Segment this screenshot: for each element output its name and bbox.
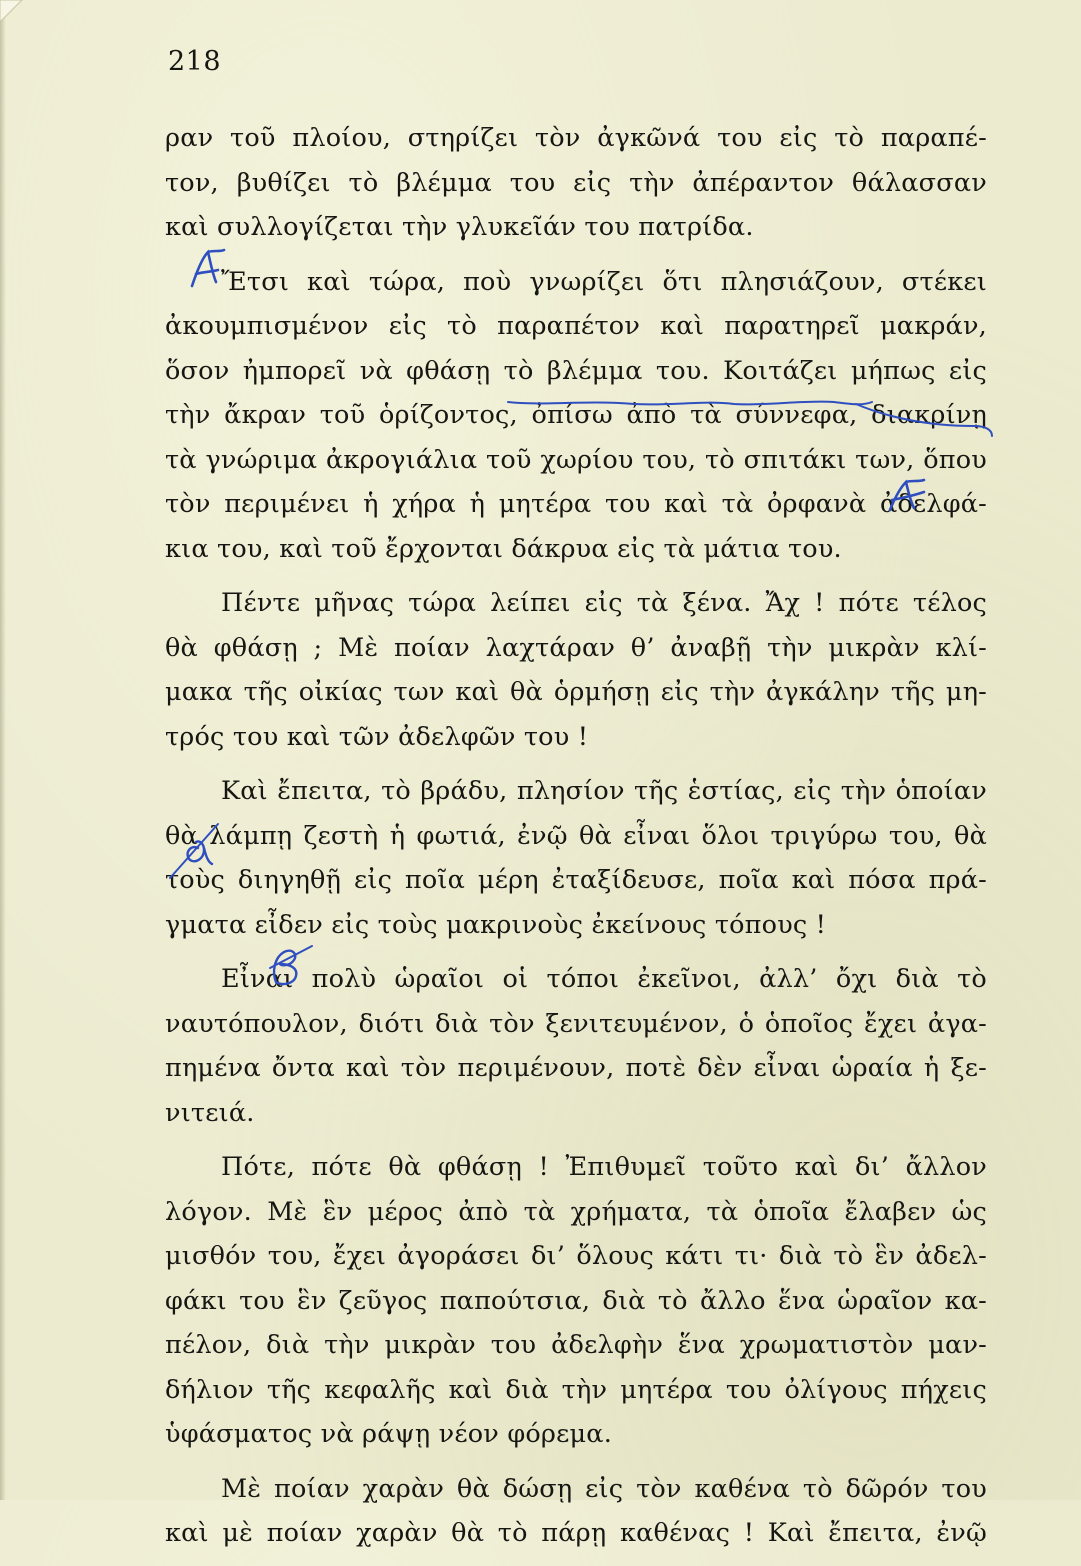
paragraph	[165, 116, 987, 250]
body-text	[165, 116, 987, 1566]
text-line: δήλιον τῆς κεφαλῆς καὶ διὰ τὴν μητέρα του ὀλίγους πήχεις	[165, 1374, 987, 1405]
paragraph	[165, 957, 987, 1135]
text-line: θὰ λάμπῃ ζεστὴ ἡ φωτιά, ἐνῷ θὰ εἶναι ὅλοι τριγύρω του, θὰ	[165, 820, 987, 851]
text-line: ὑφάσματος νὰ ράψῃ νέον φόρεμα.	[165, 1419, 613, 1449]
text-line: ραν τοῦ πλοίου, στηρίζει τὸν ἀγκῶνά του εἰς τὸ παραπέ-	[165, 123, 987, 153]
paragraph	[165, 769, 987, 947]
text-line: θὰ φθάσῃ ; Μὲ ποίαν λαχτάραν θ’ ἀναβῇ τὴν μικρὰν κλί-	[165, 632, 987, 663]
paragraph	[165, 260, 987, 572]
text-line: Ἔτσι καὶ τώρα, ποὺ γνωρίζει ὅτι πλησιάζουν, στέκει	[221, 266, 987, 297]
paragraph	[165, 1467, 987, 1556]
text-line: μισθόν του, ἔχει ἀγοράσει δι’ ὅλους κάτι τι· διὰ τὸ ἓν ἀδελ-	[165, 1241, 987, 1271]
text-line: τρός του καὶ τῶν ἀδελφῶν του !	[165, 721, 589, 752]
text-line: πέλον, διὰ τὴν μικρὰν του ἀδελφὴν ἕνα χρωματιστὸν μαν-	[165, 1330, 987, 1360]
text-line: Πέντε μῆνας τώρα λείπει εἰς τὰ ξένα. Ἄχ ! πότε τέλος	[221, 588, 987, 618]
text-line: ὅσον ἠμπορεῖ νὰ φθάσῃ τὸ βλέμμα του. Κοιτάζει μήπως εἰς	[165, 355, 987, 386]
text-line: τον, βυθίζει τὸ βλέμμα του εἰς τὴν ἀπέραντον θάλασσαν	[165, 167, 987, 198]
text-line: τὰ γνώριμα ἀκρογιάλια τοῦ χωρίου του, τὸ σπιτάκι των, ὅπου	[165, 444, 987, 475]
text-line: νιτειά.	[165, 1097, 255, 1128]
page-number: 218	[168, 46, 222, 77]
text-line: τὸν περιμένει ἡ χήρα ἡ μητέρα του καὶ τὰ ὀρφανὰ ἀδελφά-	[165, 489, 987, 519]
text-line: καὶ συλλογίζεται τὴν γλυκεῖάν του πατρίδα.	[165, 212, 754, 242]
text-line: τὴν ἄκραν τοῦ ὁρίζοντος, ὀπίσω ἀπὸ τὰ σύννεφα, διακρίνῃ	[165, 400, 987, 430]
paragraph	[165, 1145, 987, 1457]
page-edge-shadow	[0, 0, 6, 1500]
text-line: Καὶ ἔπειτα, τὸ βράδυ, πλησίον τῆς ἑστίας, εἰς τὴν ὁποίαν	[221, 776, 987, 806]
paragraph	[165, 581, 987, 759]
text-line: φάκι του ἓν ζεῦγος παπούτσια, διὰ τὸ ἄλλο ἕνα ὡραῖον κα-	[165, 1285, 987, 1316]
text-line: Εἶναι πολὺ ὡραῖοι οἱ τόποι ἐκεῖνοι, ἀλλ’ ὄχι διὰ τὸ	[221, 964, 987, 994]
text-line: κια του, καὶ τοῦ ἔρχονται δάκρυα εἰς τὰ μάτια του.	[165, 533, 842, 564]
text-line: καὶ μὲ ποίαν χαρὰν θὰ τὸ πάρῃ καθένας ! Καὶ ἔπειτα, ἐνῷ	[165, 1518, 987, 1548]
text-line: Μὲ ποίαν χαρὰν θὰ δώσῃ εἰς τὸν καθένα τὸ δῶρόν του	[221, 1473, 987, 1504]
text-line: πημένα ὄντα καὶ τὸν περιμένουν, ποτὲ δὲν εἶναι ὡραία ἡ ξε-	[165, 1053, 987, 1083]
page-corner-fold	[0, 0, 40, 40]
text-line: γματα εἶδεν εἰς τοὺς μακρινοὺς ἐκείνους τόπους !	[165, 909, 827, 940]
text-line: λόγον. Μὲ ἓν μέρος ἀπὸ τὰ χρήματα, τὰ ὁποῖα ἔλαβεν ὡς	[165, 1196, 987, 1227]
text-line: τοὺς διηγηθῇ εἰς ποῖα μέρη ἐταξίδευσε, ποῖα καὶ πόσα πρά-	[165, 865, 987, 895]
text-line: Πότε, πότε θὰ φθάσῃ ! Ἐπιθυμεῖ τοῦτο καὶ δι’ ἄλλον	[221, 1152, 987, 1182]
text-line: ναυτόπουλον, διότι διὰ τὸν ξενιτευμένον, ὁ ὁποῖος ἔχει ἀγα-	[165, 1008, 987, 1039]
text-line: μακα τῆς οἰκίας των καὶ θὰ ὁρμήσῃ εἰς τὴν ἀγκάλην τῆς μη-	[165, 677, 987, 707]
text-line: ἀκουμπισμένον εἰς τὸ παραπέτον καὶ παρατηρεῖ μακράν,	[165, 311, 987, 341]
